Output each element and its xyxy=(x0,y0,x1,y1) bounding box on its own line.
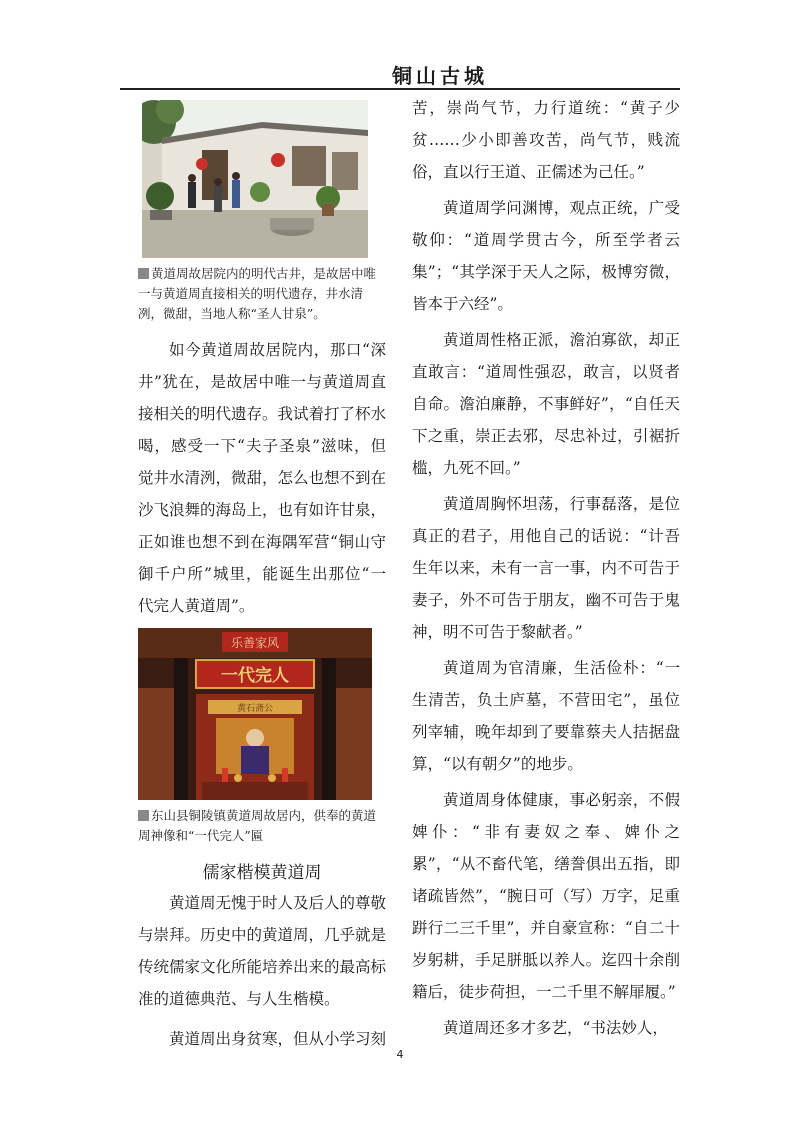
courtyard-image xyxy=(142,100,368,258)
caption-marker-icon xyxy=(138,810,149,821)
right-paragraph-4: 黄道周为官清廉，生活俭朴：“一生清苦，负土庐墓，不营田宅”，虽位列宰辅，晚年却到了要靠蔡夫人拮据盘算，“以有朝夕”的地步。 xyxy=(412,659,680,773)
altar-plaque-text: 黄石斋公 xyxy=(236,704,274,714)
plaque-main-text: 一代完人 xyxy=(221,666,289,686)
photo2-caption-text: 东山县铜陵镇黄道周故居内，供奉的黄道周神像和“一代完人”匾 xyxy=(138,808,377,843)
left-paragraph-1: 如今黄道周故居院内，那口“深井”犹在，是故居中唯一与黄道周直接相关的明代遗存。我试着打了杯水喝，感受一下“夫子圣泉”滋味，但觉井水清洌，微甜，怎么也想不到在沙飞浪舞的海岛上，也有如许甘泉，正如谁也想不到在海隅军营“铜山守御千户所”城里，能诞生出那位“一代完人黄道周”。 xyxy=(138,341,387,615)
section-heading: 儒家楷模黄道周 xyxy=(202,863,322,883)
left-column xyxy=(138,92,386,1055)
photo-shrine xyxy=(138,628,372,800)
photo1-caption-text: 黄道周故居院内的明代古井，是故居中唯一与黄道周直接相关的明代遗存，井水清冽，微甜，当地人称“圣人甘泉”。 xyxy=(138,266,377,321)
left-paragraph-2: 黄道周无愧于时人及后人的尊敬与崇拜。历史中的黄道周，几乎就是传统儒家文化所能培养出来的最高标准的道德典范、与人生楷模。 xyxy=(138,894,387,1008)
page-number: 4 xyxy=(396,1048,404,1061)
right-column xyxy=(412,92,680,1044)
photo2-caption xyxy=(138,806,386,846)
right-paragraph-6: 黄道周还多才多艺，“书法妙人， xyxy=(443,1019,668,1037)
right-paragraph-3: 黄道周胸怀坦荡，行事磊落，是位真正的君子，用他自己的话说：“计吾生年以来，未有一言一事，内不可告于妻子，外不可告于朋友，幽不可告于鬼神，明不可告于黎献者。” xyxy=(412,495,680,641)
right-paragraph-5: 黄道周身体健康，事必躬亲，不假婢仆：“非有妻奴之奉、婢仆之累”，“从不畜代笔，缮誊俱出五指，即诸疏皆然”，“腕日可（写）万字，足重跰行二三千里”，并自豪宣称：“自二十岁躬耕，手足胼胝以养人。迄四十余削籍后，徒步荷担，一二千里不解屝履。” xyxy=(412,791,680,1001)
header-rule xyxy=(120,88,680,90)
right-paragraph-2: 黄道周性格正派，澹泊寡欲，却正直敢言：“道周性强忍，敢言，以贤者自命。澹泊廉静，不事鲜好”，“自任天下之重，崇正去邪，尽忠补过，引裾折槛，九死不回。” xyxy=(412,331,680,477)
caption-marker-icon xyxy=(138,268,149,279)
left-paragraph-3: 黄道周出身贫寒，但从小学习刻 xyxy=(169,1030,387,1048)
photo1-caption xyxy=(138,264,386,324)
right-paragraph-0: 苦，崇尚气节，力行道统：“黄子少贫……少小即善攻苦，尚气节，贱流俗，直以行王道、正儒述为己任。” xyxy=(412,99,680,181)
page-header-title: 铜山古城 xyxy=(392,64,488,88)
shrine-image xyxy=(138,628,372,800)
photo-ancient-well xyxy=(142,100,368,258)
plaque-top-text: 乐善家风 xyxy=(230,636,280,650)
right-paragraph-1: 黄道周学问渊博，观点正统，广受敬仰：“道周学贯古今，所至学者云集”；“其学深于天人之际，极博穷微，皆本于六经”。 xyxy=(412,199,680,313)
